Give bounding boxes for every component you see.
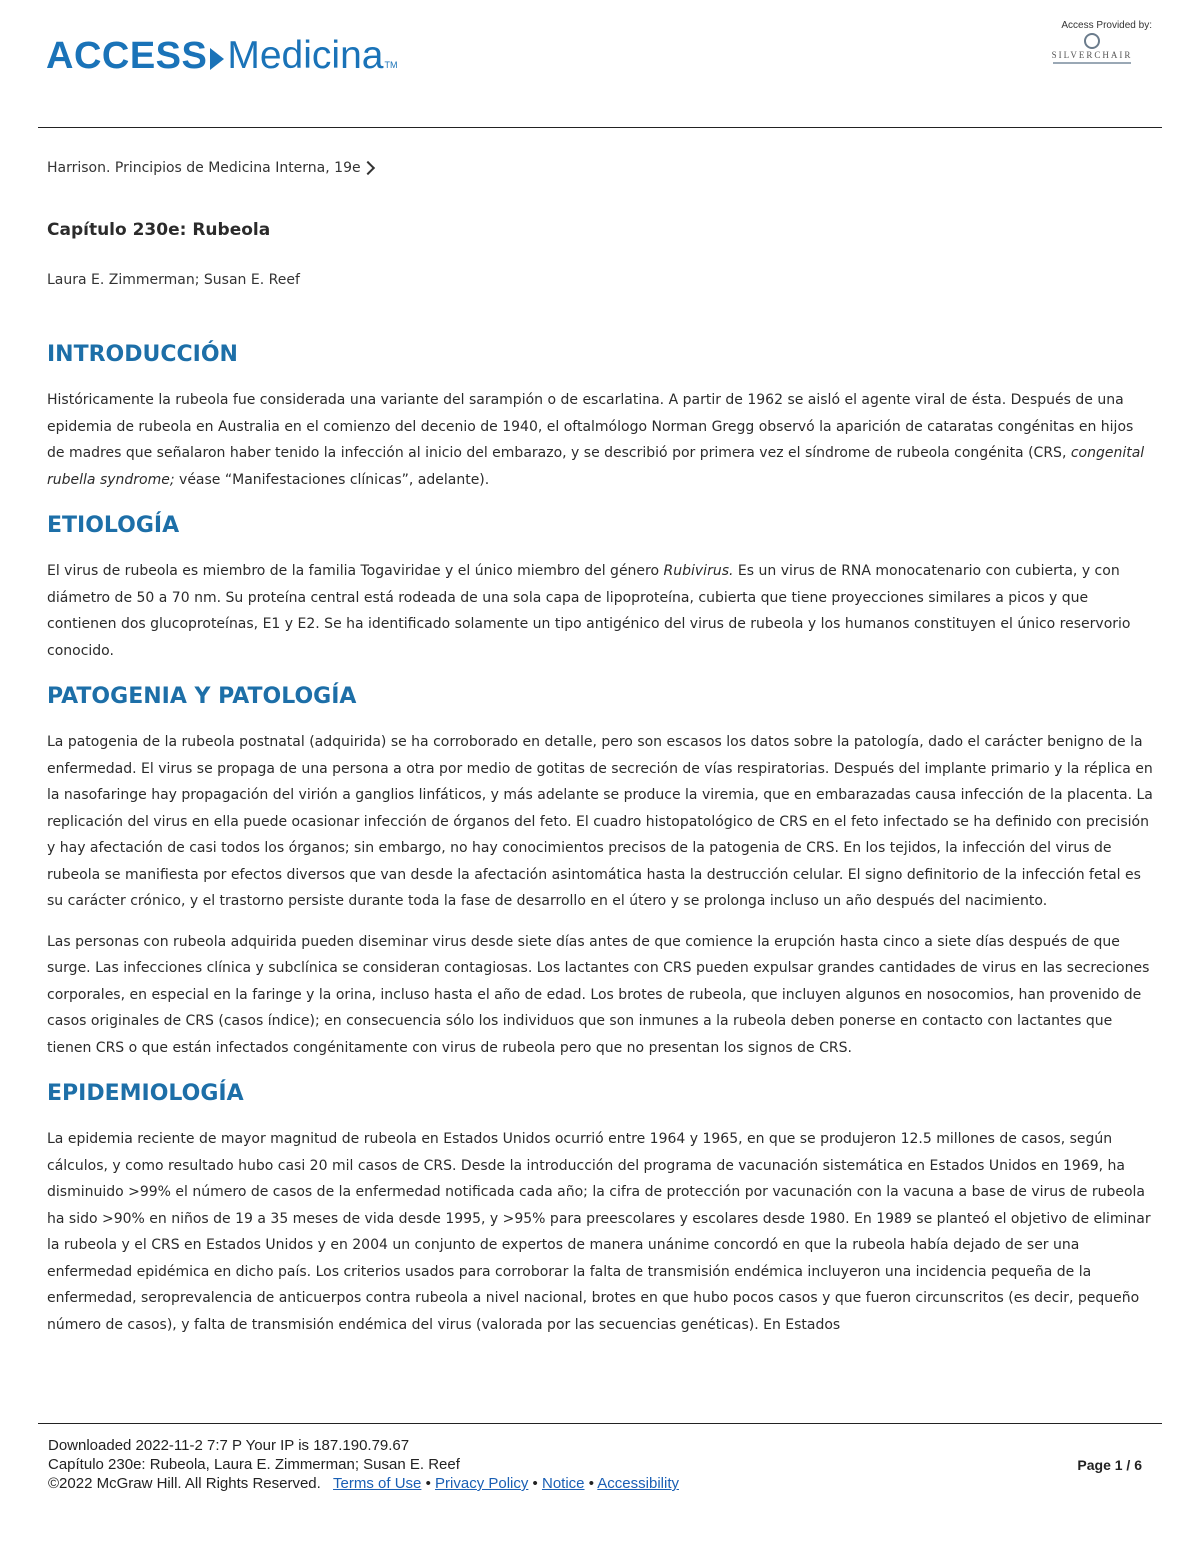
section-introduccion <box>47 342 1153 493</box>
section-paragraph <box>47 1126 1153 1338</box>
footer-separator: • <box>588 1475 594 1492</box>
access-provider <box>1032 20 1152 64</box>
breadcrumb-book-title[interactable]: Harrison. Principios de Medicina Interna, 19e <box>47 160 361 176</box>
logo-access-text: ACCESS <box>46 35 208 77</box>
page-number: Page 1 / 6 <box>1077 1457 1142 1473</box>
paragraph-text: El virus de rubeola es miembro de la familia Togaviridae y el único miembro del género <box>47 563 664 579</box>
paragraph-italic: congenital rubella syndrome; <box>47 445 1145 488</box>
accessmedicina-logo[interactable] <box>46 18 397 78</box>
header-divider <box>38 127 1162 128</box>
privacy-policy-link[interactable]: Privacy Policy <box>435 1475 529 1492</box>
section-heading: INTRODUCCIÓN <box>47 342 238 367</box>
paragraph-text: La epidemia reciente de mayor magnitud de rubeola en Estados Unidos ocurrió entre 1964 y 1965, en que se produjeron 12.5 millones de casos, según cálculos, y como resultado hubo casi 20 mil casos de CRS. Desde la introducción del programa de vacunación sistemática en Estados Unidos en 1969, ha disminuido >99% el número de casos de la enfermedad notificada cada año; la cifra de protección por vacunación con la vacuna a base de virus de rubeola ha sido >90% en niños de 19 a 35 meses de vida desde 1995, y >95% para preescolares y escolares desde 1980. En 1989 se planteó el objetivo de eliminar la rubeola y el CRS en Estados Unidos y en 2004 un conjunto de expertos de manera unánime concordó en que la rubeola había dejado de ser una enfermedad epidémica en dicho país. Los criterios usados para corroborar la falta de transmisión endémica incluyeron una incidencia pequeña de la enfermedad, seroprevalencia de anticuerpos contra rubeola a nivel nacional, brotes en que hubo pocos casos y que fueron circunscritos (es decir, pequeño número de casos), y falta de transmisión endémica del virus (valorada por las secuencias genéticas). En Estados <box>47 1131 1151 1333</box>
download-info: Downloaded 2022-11-2 7:7 P Your IP is 187.190.79.67 <box>48 1437 410 1454</box>
provided-by-label: Access Provided by: <box>1061 20 1152 31</box>
footer-separator: • <box>425 1475 431 1492</box>
section-heading: ETIOLOGÍA <box>47 513 180 538</box>
accessibility-link[interactable]: Accessibility <box>597 1475 679 1492</box>
section-epidemiologia <box>47 1081 1153 1338</box>
logo-medicina-text: Medicina <box>227 34 384 77</box>
paragraph-text: Es un virus de RNA monocatenario con cubierta, y con diámetro de 50 a 70 nm. Su proteína central está rodeada de una sola capa de lipoproteína, cubierta que tiene proyecciones similares a picos y que contienen dos glucoproteínas, E1 y E2. Se ha identificado solamente un tipo antigénico del virus de rubeola y los humanos constituyen el único reservorio conocido. <box>47 563 1131 659</box>
paragraph-text: Las personas con rubeola adquirida pueden diseminar virus desde siete días antes de que comience la erupción hasta cinco a siete días después de que surge. Las infecciones clínica y subclínica se consideran contagiosas. Los lactantes con CRS pueden expulsar grandes cantidades de virus en las secreciones corporales, en especial en la faringe y la orina, incluso hasta el año de edad. Los brotes de rubeola, que incluyen algunos en nosocomios, han provenido de casos originales de CRS (casos índice); en consecuencia sólo los individuos que son inmunes a la rubeola deben ponerse en contacto con lactantes que tienen CRS o que están infectados congénitamente con virus de rubeola pero que no presentan los signos de CRS. <box>47 933 1150 1056</box>
paragraph-text: Históricamente la rubeola fue considerada una variante del sarampión o de escarlatina. A partir de 1962 se aisló el agente viral de ésta. Después de una epidemia de rubeola en Australia en el comienzo del decenio de 1940, el oftalmólogo Norman Gregg observó la aparición de cataratas congénitas en hijos de madres que señalaron haber tenido la infección al inicio del embarazo, y se describió por primera vez el síndrome de rubeola congénita (CRS, <box>47 392 1134 461</box>
footer-separator: • <box>532 1475 538 1492</box>
notice-link[interactable]: Notice <box>541 1475 585 1492</box>
chevron-right-icon <box>361 161 375 175</box>
section-heading: PATOGENIA Y PATOLOGÍA <box>47 684 357 709</box>
paragraph-text: La patogenia de la rubeola postnatal (adquirida) se ha corroborado en detalle, pero son escasos los datos sobre la patología, dado el carácter benigno de la enfermedad. El virus se propaga de una persona a otra por medio de gotitas de secreción de vías respiratorias. Después del implante primario y la réplica en la nasofaringe hay propagación del virión a ganglios linfáticos, y más adelante se produce la viremia, que en embarazadas causa infección de la placenta. La replicación del virus en ella puede ocasionar infección de órganos del feto. El cuadro histopatológico de CRS en el feto infectado se ha definido con precisión y hay afectación de casi todos los órganos; sin embargo, no hay conocimientos precisos de la patogenia de CRS. En los tejidos, la infección del virus de rubeola se manifiesta por efectos diversos que van desde la afectación asintomática hasta la destrucción celular. El signo definitorio de la infección fetal es su carácter crónico, y el trastorno persiste durante toda la fase de desarrollo en el útero y se prolonga incluso un año después del nacimiento. <box>47 734 1153 909</box>
paragraph-italic: Rubivirus. <box>663 563 734 579</box>
article-content <box>47 150 1153 1338</box>
section-paragraph <box>47 929 1153 1062</box>
terms-of-use-link[interactable]: Terms of Use <box>333 1475 422 1492</box>
section-paragraph <box>47 387 1153 493</box>
section-paragraph <box>47 729 1153 915</box>
paragraph-text: véase “Manifestaciones clínicas”, adelante). <box>174 471 490 488</box>
copyright-line <box>48 1474 1148 1493</box>
provider-tagline-bar <box>1053 62 1131 64</box>
footer-divider <box>38 1423 1162 1424</box>
breadcrumb[interactable] <box>47 160 1153 176</box>
logo-trademark: TM <box>384 60 398 70</box>
page-header <box>0 0 1200 128</box>
section-etiologia <box>47 513 1153 664</box>
page-footer <box>48 1436 1148 1493</box>
provider-name: SILVERCHAIR <box>1051 50 1133 60</box>
provider-seal-icon <box>1084 33 1100 49</box>
chapter-title: Capítulo 230e: Rubeola <box>47 220 271 240</box>
section-heading: EPIDEMIOLOGÍA <box>47 1081 244 1106</box>
citation-line: Capítulo 230e: Rubeola, Laura E. Zimmerman; Susan E. Reef <box>48 1456 460 1473</box>
chapter-authors: Laura E. Zimmerman; Susan E. Reef <box>47 272 300 288</box>
section-patogenia <box>47 684 1153 1061</box>
logo-arrow-icon <box>210 48 224 70</box>
copyright-text: ©2022 McGraw Hill. All Rights Reserved. <box>48 1475 321 1492</box>
section-paragraph <box>47 558 1153 664</box>
